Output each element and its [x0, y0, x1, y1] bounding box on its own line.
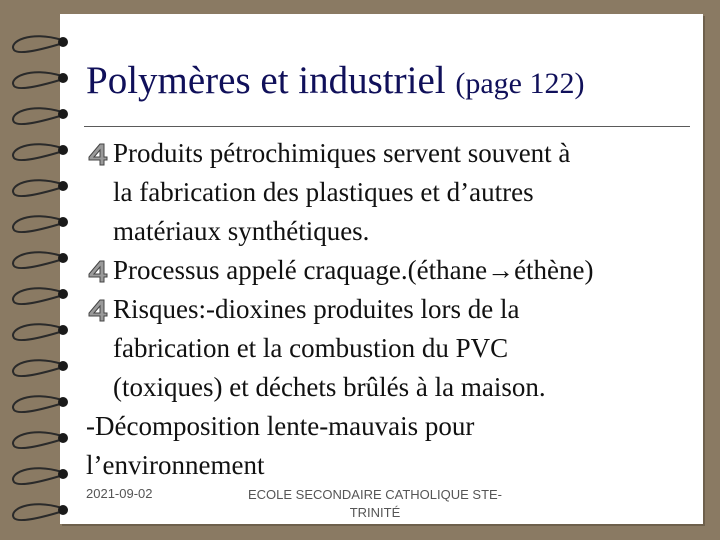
bullet-item — [86, 251, 696, 290]
footer-date: 2021-09-02 — [86, 486, 153, 501]
number-four-bullet-icon — [86, 142, 110, 166]
bullet-line: la fabrication des plastiques et d’autres — [113, 177, 534, 207]
bullet-item — [86, 290, 696, 407]
footer-school-line: TRINITÉ — [349, 505, 401, 520]
slide-title-main: Polymères et industriel — [86, 59, 446, 102]
extra-line: l’environnement — [86, 450, 265, 480]
spiral-binding-icon — [0, 0, 80, 540]
slide-body — [86, 134, 696, 485]
bullet-item — [86, 134, 696, 251]
bullet-line: (toxiques) et déchets brûlés à la maison. — [113, 372, 546, 402]
bullet-line: matériaux synthétiques. — [113, 216, 370, 246]
bullet-line: fabrication et la combustion du PVC — [113, 333, 509, 363]
title-divider — [84, 126, 690, 127]
footer-school-line: ECOLE SECONDAIRE CATHOLIQUE STE- — [247, 487, 503, 502]
number-four-bullet-icon — [86, 298, 110, 322]
extra-line: -Décomposition lente-mauvais pour — [86, 411, 475, 441]
bullet-line: Produits pétrochimiques servent souvent à — [113, 138, 571, 168]
bullet-line: Processus appelé craquage.(éthane→éthène) — [113, 255, 594, 285]
footer-school — [240, 486, 510, 522]
slide-title — [86, 58, 584, 103]
number-four-bullet-icon — [86, 259, 110, 283]
bullet-line: Risques:-dioxines produites lors de la — [113, 294, 520, 324]
slide-title-page: (page 122) — [455, 67, 585, 100]
